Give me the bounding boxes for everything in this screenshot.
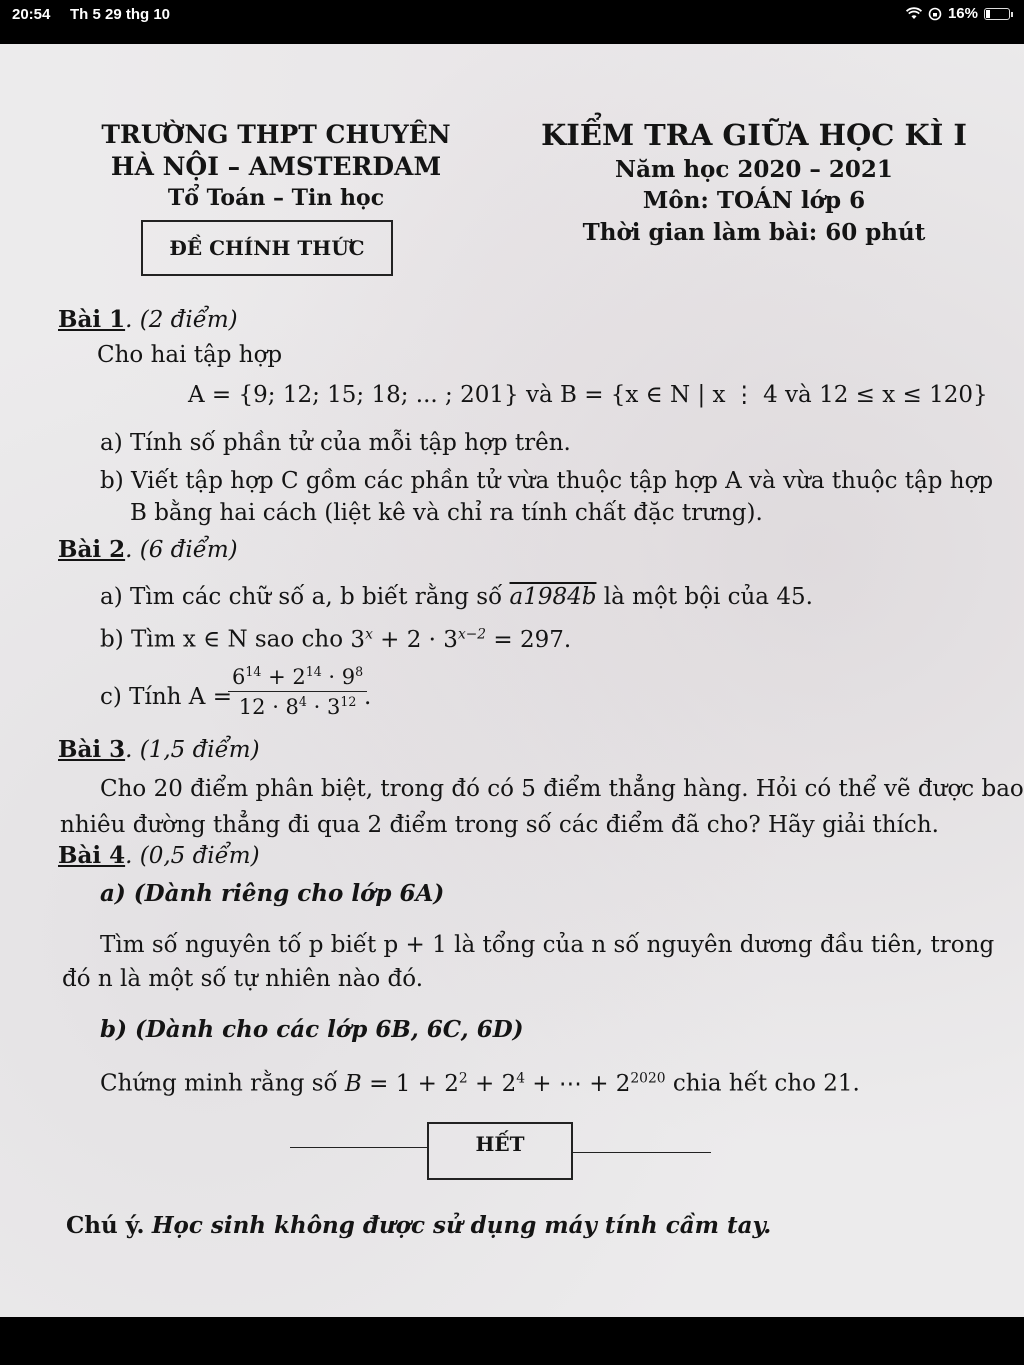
- problem2-part-c-prefix: c) Tính A =: [100, 684, 232, 710]
- fraction-numerator: $6^{14} + 2^{14} \cdot 9^8$: [228, 664, 367, 692]
- problem1-sets: A = {9; 12; 15; 18; ... ; 201} và B = {x ∈ N | x ⋮ 4 và 12 ≤ x ≤ 120}: [188, 382, 988, 408]
- problem1-intro: Cho hai tập hợp: [97, 342, 283, 368]
- problem2-part-c-dot: .: [364, 684, 372, 710]
- problem2-part-a-number: a1984b: [509, 584, 597, 610]
- problem2-part-a-prefix: a) Tìm các chữ số a, b biết rằng số: [100, 584, 503, 610]
- department: Tổ Toán – Tin học: [167, 185, 385, 211]
- problem4-title: Bài 4: [58, 842, 126, 869]
- wifi-icon: [906, 7, 922, 20]
- bottom-bar: [0, 1317, 1024, 1365]
- subject: Môn: TOÁN lớp 6: [642, 187, 866, 214]
- problem1-points: . (2 điểm): [125, 307, 238, 333]
- official-label: ĐỀ CHÍNH THỨC: [141, 220, 393, 276]
- problem4-part-a-label: a) (Dành riêng cho lớp 6A): [100, 880, 445, 907]
- problem4-part-b-label: b) (Dành cho các lớp 6B, 6C, 6D): [100, 1016, 524, 1043]
- problem4-part-b-suffix: chia hết cho 21.: [672, 1070, 860, 1097]
- note-label: Chú ý.: [66, 1212, 145, 1239]
- problem3-points: . (1,5 điểm): [125, 737, 260, 763]
- end-line-right: [573, 1152, 711, 1153]
- problem4-part-a-line1: Tìm số nguyên tố p biết p + 1 là tổng của n số nguyên dương đầu tiên, trong: [100, 932, 995, 958]
- problem4-part-b-expression: $B = 1 + 2^2 + 2^4$ + ⋯ + $2^{2020}$: [344, 1070, 666, 1097]
- problem3-line1: Cho 20 điểm phân biệt, trong đó có 5 điểm thẳng hàng. Hỏi có thể vẽ được bao: [100, 776, 1024, 802]
- end-label: HẾT: [427, 1122, 573, 1180]
- lock-rotation-icon: [928, 7, 942, 21]
- exam-title: KIỂM TRA GIỮA HỌC KÌ I: [541, 118, 967, 152]
- problem2-part-b-prefix: b) Tìm x ∈ N sao cho: [100, 626, 344, 653]
- problem2-part-c-fraction: [228, 664, 367, 719]
- problem2-part-b-equation: $3^x + 2 \cdot 3^{x-2} = 297$.: [350, 626, 572, 653]
- status-bar: [0, 0, 1024, 44]
- problem1-part-b-line2: B bằng hai cách (liệt kê và chỉ ra tính chất đặc trưng).: [130, 500, 763, 526]
- end-line-left: [290, 1147, 427, 1148]
- status-indicators: [906, 5, 1010, 22]
- problem2-heading: [58, 536, 238, 563]
- problem3-title: Bài 3: [58, 736, 126, 763]
- fraction-denominator: $12 \cdot 8^4 \cdot 3^{12}$: [238, 694, 357, 719]
- note-text: Học sinh không được sử dụng máy tính cầm tay.: [151, 1212, 772, 1239]
- problem3-heading: [58, 736, 260, 763]
- problem1-part-a: a) Tính số phần tử của mỗi tập hợp trên.: [100, 430, 571, 456]
- school-name-line2: HÀ NỘI – AMSTERDAM: [110, 152, 442, 181]
- problem4-part-b-prefix: Chứng minh rằng số: [100, 1070, 338, 1097]
- exam-paper: [0, 44, 1024, 1317]
- duration: Thời gian làm bài: 60 phút: [582, 219, 926, 246]
- battery-percent: 16%: [947, 5, 978, 22]
- problem2-part-a-suffix: là một bội của 45.: [603, 584, 813, 610]
- problem2-points: . (6 điểm): [125, 537, 238, 563]
- problem2-part-a: [100, 584, 813, 610]
- note: [66, 1212, 771, 1239]
- status-time: 20:54: [12, 6, 51, 23]
- problem1-title: Bài 1: [58, 306, 126, 333]
- problem1-heading: [58, 306, 238, 333]
- school-name-line1: TRƯỜNG THPT CHUYÊN: [101, 120, 451, 149]
- problem4-part-b: [100, 1070, 860, 1097]
- status-date: Th 5 29 thg 10: [70, 6, 171, 23]
- problem2-title: Bài 2: [58, 536, 126, 563]
- battery-icon: [984, 8, 1010, 20]
- school-year: Năm học 2020 – 2021: [615, 156, 893, 183]
- problem1-part-b-line1: b) Viết tập hợp C gồm các phần tử vừa thuộc tập hợp A và vừa thuộc tập hợp: [100, 468, 994, 494]
- problem4-part-a-line2: đó n là một số tự nhiên nào đó.: [62, 966, 424, 992]
- problem2-part-b: [100, 626, 571, 653]
- problem4-points: . (0,5 điểm): [125, 843, 260, 869]
- problem3-line2: nhiêu đường thẳng đi qua 2 điểm trong số các điểm đã cho? Hãy giải thích.: [60, 812, 939, 838]
- problem4-heading: [58, 842, 260, 869]
